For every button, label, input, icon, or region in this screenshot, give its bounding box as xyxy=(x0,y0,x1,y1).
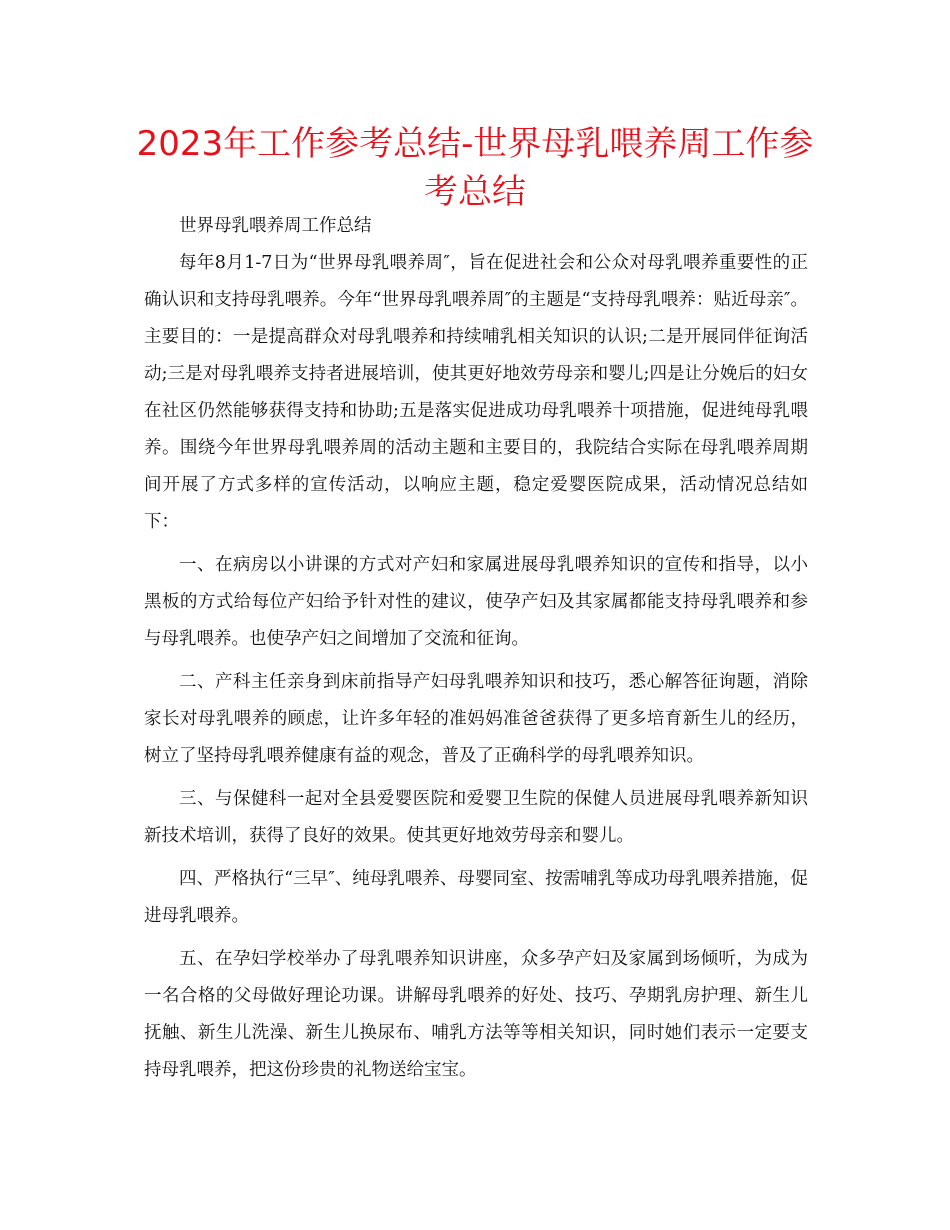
item-paragraph-3: 三、与保健科一起对全县爱婴医院和爱婴卫生院的保健人员进展母乳喂养新知识新技术培训，获得了良好的效果。使其更好地效劳母亲和婴儿。 xyxy=(144,789,808,846)
document-body xyxy=(144,208,808,1089)
item-paragraph-4: 四、严格执行“三早″、纯母乳喂养、母婴同室、按需哺乳等成功母乳喂养措施，促进母乳喂养。 xyxy=(144,869,808,926)
subtitle-paragraph: 世界母乳喂养周工作总结 xyxy=(179,216,372,236)
item-paragraph-1: 一、在病房以小讲课的方式对产妇和家属进展母乳喂养知识的宣传和指导，以小黑板的方式给每位产妇给予针对性的建议，使孕产妇及其家属都能支持母乳喂养和参与母乳喂养。也使孕产妇之间增加了交流和征询。 xyxy=(144,555,808,649)
document-title: 2023年工作参考总结-世界母乳喂养周工作参考总结 xyxy=(136,124,814,212)
intro-paragraph: 每年8月1-7日为“世界母乳喂养周″，旨在促进社会和公众对母乳喂养重要性的正确认识和支持母乳喂养。今年“世界母乳喂养周″的主题是“支持母乳喂养：贴近母亲″。主要目的：一是提高群众对母乳喂养和持续哺乳相关知识的认识;二是开展同伴征询活动;三是对母乳喂养支持者进展培训，使其更好地效劳母亲和婴儿;四是让分娩后的妇女在社区仍然能够获得支持和协助;五是落实促进成功母乳喂养十项措施，促进纯母乳喂养。围绕今年世界母乳喂养周的活动主题和主要目的，我院结合实际在母乳喂养周期间开展了方式多样的宣传活动，以响应主题，稳定爱婴医院成果，活动情况总结如下： xyxy=(144,253,808,532)
item-paragraph-5: 五、在孕妇学校举办了母乳喂养知识讲座，众多孕产妇及家属到场倾听，为成为一名合格的父母做好理论功课。讲解母乳喂养的好处、技巧、孕期乳房护理、新生儿抚触、新生儿洗澡、新生儿换尿布、哺乳方法等等相关知识，同时她们表示一定要支持母乳喂养，把这份珍贵的礼物送给宝宝。 xyxy=(144,949,808,1080)
item-paragraph-2: 二、产科主任亲身到床前指导产妇母乳喂养知识和技巧，悉心解答征询题，消除家长对母乳喂养的顾虑，让许多年轻的准妈妈准爸爸获得了更多培育新生儿的经历，树立了坚持母乳喂养健康有益的观念，普及了正确科学的母乳喂养知识。 xyxy=(144,672,808,766)
